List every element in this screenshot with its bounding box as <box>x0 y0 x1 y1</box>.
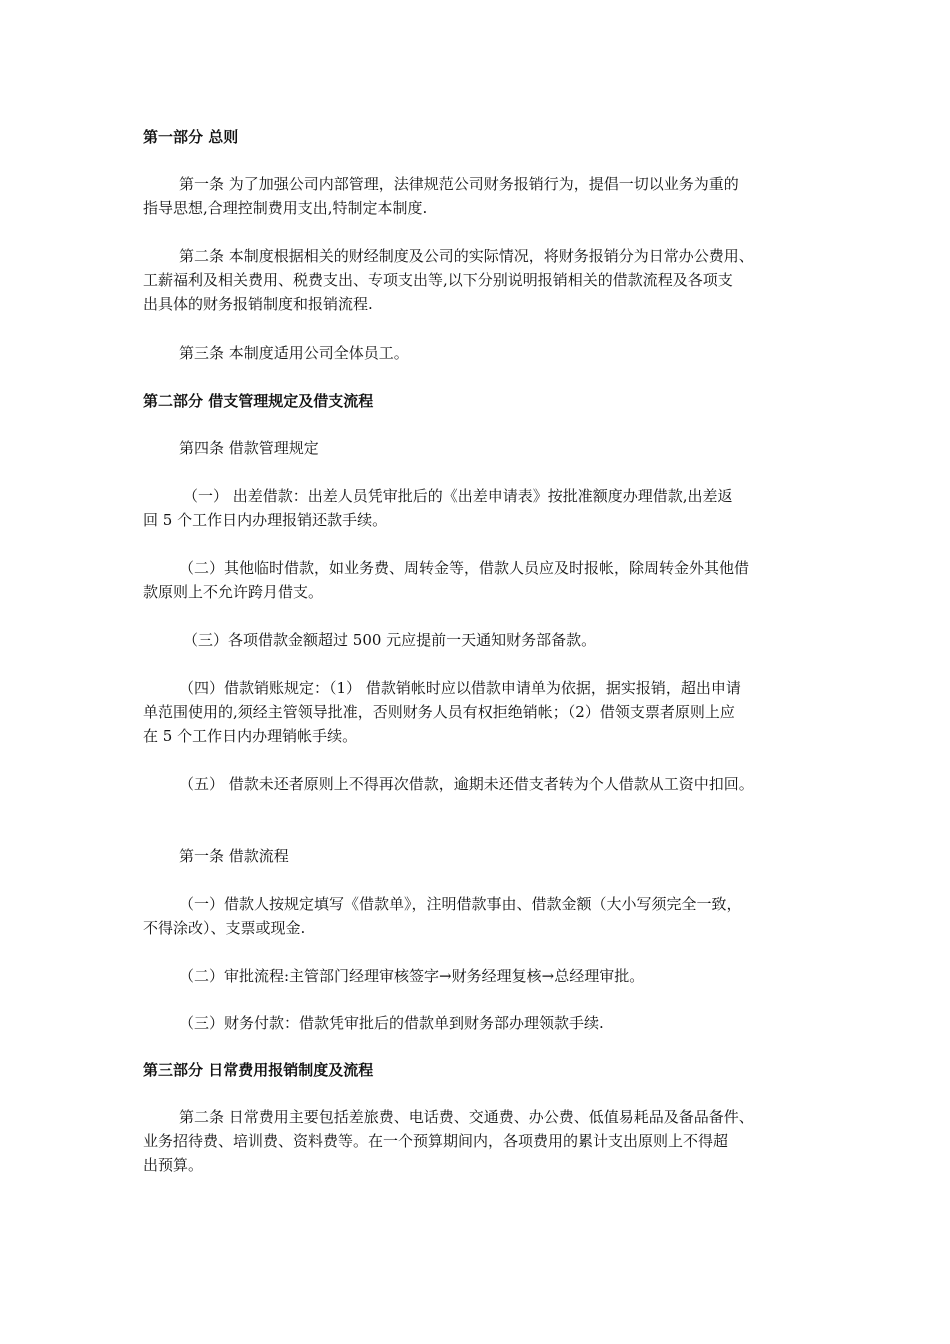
paragraph-article-3: 第三条 本制度适用公司全体员工。 <box>179 344 409 362</box>
paragraph-loan-process-title: 第一条 借款流程 <box>179 847 289 865</box>
paragraph-process-step-1: （一）借款人按规定填写《借款单》，注明借款事由、借款金额（大小写须完全一致， 不得涂改）、支票或现金. <box>143 895 742 937</box>
paragraph-article-2: 第二条 本制度根据相关的财经制度及公司的实际情况，将财务报销分为日常办公费用、 工薪福利及相关费用、税费支出、专项支出等,以下分别说明报销相关的借款流程及各项支 出具体的财务报销制度和报销流程. <box>143 247 754 313</box>
paragraph-article-1: 第一条 为了加强公司内部管理，法律规范公司财务报销行为，提倡一切以业务为重的 指导思想,合理控制费用支出,特制定本制度. <box>143 175 739 217</box>
paragraph-article-4-title: 第四条 借款管理规定 <box>179 439 319 457</box>
paragraph-item-5: （五） 借款未还者原则上不得再次借款，逾期未还借支者转为个人借款从工资中扣回。 <box>179 775 754 793</box>
paragraph-item-2: （二）其他临时借款，如业务费、周转金等，借款人员应及时报帐，除周转金外其他借 款原则上不允许跨月借支。 <box>143 559 750 601</box>
paragraph-process-step-2: （二）审批流程:主管部门经理审核签字→财务经理复核→总经理审批。 <box>179 967 645 985</box>
section-heading-part-2: 第二部分 借支管理规定及借支流程 <box>143 392 374 410</box>
paragraph-daily-expenses: 第二条 日常费用主要包括差旅费、电话费、交通费、办公费、低值易耗品及备品备件、 业务招待费、培训费、资料费等。在一个预算期间内，各项费用的累计支出原则上不得超 出预算。 <box>143 1108 754 1174</box>
paragraph-item-1: （一） 出差借款：出差人员凭审批后的《出差申请表》按批准额度办理借款,出差返 回 5 个工作日内办理报销还款手续。 <box>143 487 733 529</box>
paragraph-item-3: （三）各项借款金额超过 500 元应提前一天通知财务部备款。 <box>183 631 597 649</box>
paragraph-item-4: （四）借款销账规定：（1） 借款销帐时应以借款申请单为依据，据实报销，超出申请 单范围使用的,须经主管领导批准，否则财务人员有权拒绝销帐；（2）借领支票者原则上应 在 5 个工作日内办理销帐手续。 <box>143 679 741 745</box>
section-heading-part-3: 第三部分 日常费用报销制度及流程 <box>143 1061 374 1079</box>
paragraph-process-step-3: （三）财务付款：借款凭审批后的借款单到财务部办理领款手续. <box>179 1014 604 1032</box>
section-heading-part-1: 第一部分 总则 <box>143 128 239 146</box>
